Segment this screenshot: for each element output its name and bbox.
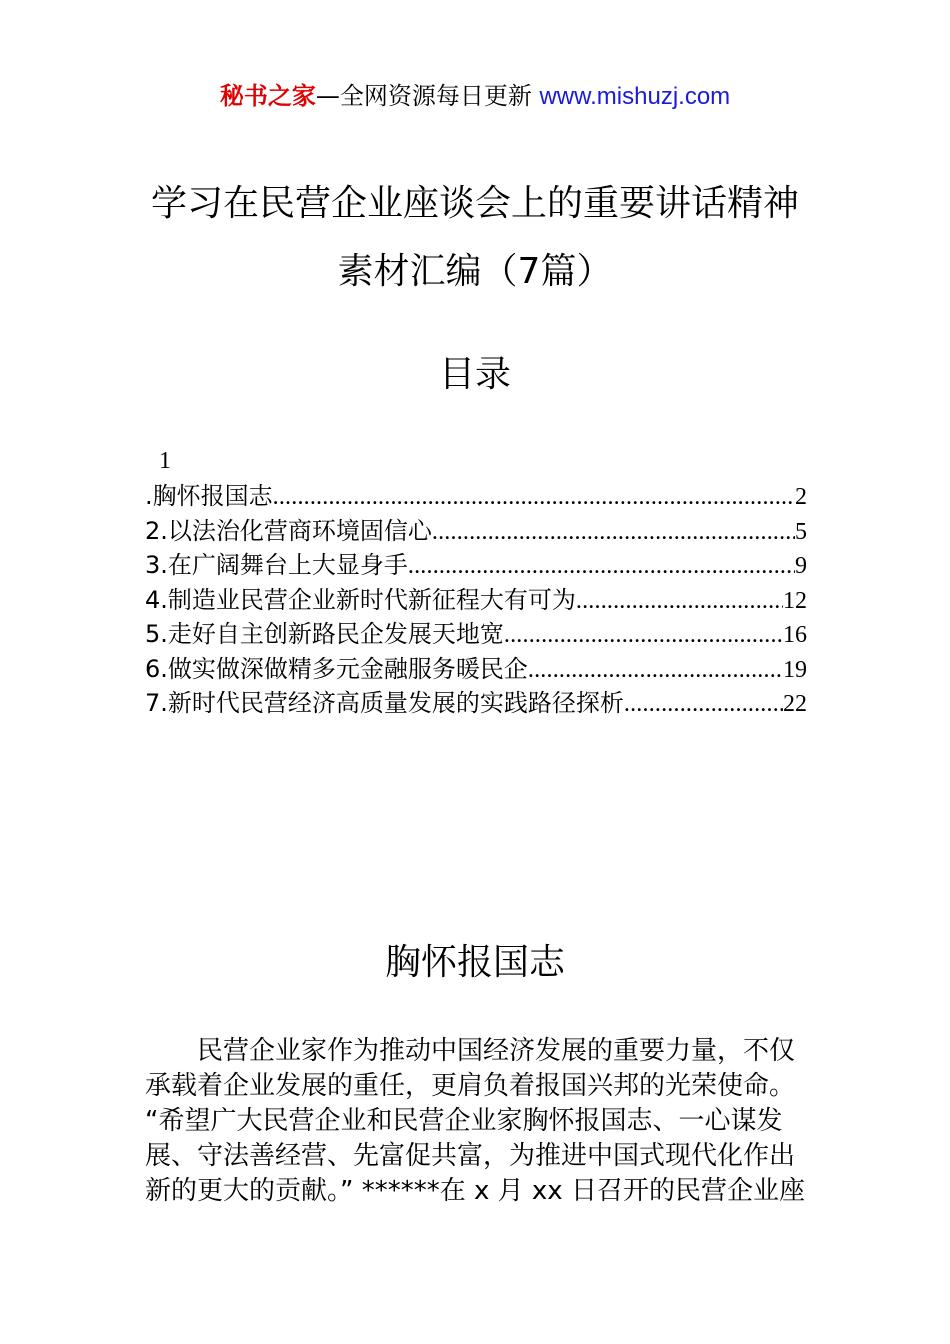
toc-page-number: 12 [783,588,807,614]
toc-page-number: 5 [795,519,807,545]
toc-entry-6[interactable] [145,652,807,686]
toc-leader-dots [624,687,783,721]
toc-leader-dots [576,584,783,618]
toc-entry-4[interactable] [145,583,807,617]
toc-leader-dots [273,480,795,514]
toc-entry-3[interactable] [145,548,807,582]
header-tagline: —全网资源每日更新 [315,82,532,110]
body-line: “希望广大民营企业和民营企业家胸怀报国志、一心谋发 [145,1106,783,1136]
toc-entry-7[interactable] [145,686,807,720]
body-line: 承载着企业发展的重任，更肩负着报国兴邦的光荣使命。 [145,1071,796,1101]
toc-heading: 目录 [438,354,511,395]
toc-entry-text: .胸怀报国志 [145,482,273,510]
toc-entry-2[interactable] [145,514,807,548]
body-line: 展、守法善经营、先富促共富，为推进中国式现代化作出 [145,1141,796,1171]
section-title: 胸怀报国志 [384,942,565,983]
toc-entry-text: 2.以法治化营商环境固信心 [145,517,432,545]
toc-page-number: 2 [795,484,807,510]
body-line: 新的更大的贡献。” ******在 x 月 xx 日召开的民营企业座 [145,1176,805,1206]
toc-leader-dots [432,515,795,549]
document-title-line-2: 素材汇编（7篇） [337,251,613,292]
toc-first-number: 1 [159,448,171,474]
toc-entry-text: 4.制造业民营企业新时代新征程大有可为 [145,586,576,614]
toc-page-number: 22 [783,691,807,717]
toc-leader-dots [504,618,783,652]
toc-page-number: 19 [783,657,807,683]
document-title-line-1: 学习在民营企业座谈会上的重要讲话精神 [150,183,799,224]
toc-entry-text: 3.在广阔舞台上大显身手 [145,551,408,579]
site-url-link[interactable]: www.mishuzj.com [539,83,731,110]
section-body-paragraph [145,1034,807,1209]
body-line: 民营企业家作为推动中国经济发展的重要力量，不仅 [197,1036,796,1066]
toc-page-number: 9 [795,553,807,579]
site-header [0,80,950,113]
toc-entry-1[interactable] [145,479,807,513]
toc-page-number: 16 [783,622,807,648]
toc-entry-text: 7.新时代民营经济高质量发展的实践路径探析 [145,689,624,717]
toc-entry-5[interactable] [145,617,807,651]
toc-leader-dots [528,653,783,687]
toc-entry-text: 5.走好自主创新路民企发展天地宽 [145,620,504,648]
toc-entry-text: 6.做实做深做精多元金融服务暖民企 [145,655,528,683]
brand-name: 秘书之家 [219,82,316,110]
toc-leader-dots [408,549,795,583]
